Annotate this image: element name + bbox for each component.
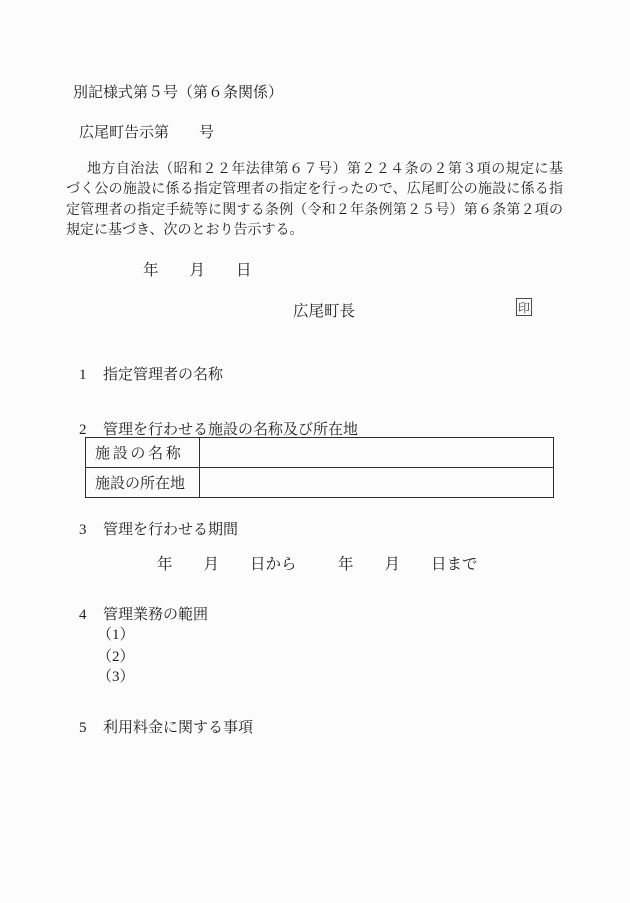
body-line: 地方自治法（昭和２２年法律第６７号）第２２４条の２第３項の規定に基 [87, 162, 563, 177]
facility-address-value [200, 468, 554, 498]
notice-body-paragraph [66, 160, 563, 241]
scope-item-3: （3） [97, 669, 135, 685]
section-3-title: 管理を行わせる期間 [103, 522, 239, 538]
body-line: 定管理者の指定手続等に関する条例（令和２年条例第２５号）第６条第２項の [66, 202, 563, 218]
facility-address-label: 施設の所在地 [86, 468, 200, 498]
facility-name-value [200, 438, 554, 468]
scope-item-2: （2） [97, 649, 135, 665]
period-from-blank: 年 月 日から [157, 556, 297, 573]
section-4-heading [79, 603, 208, 624]
mayor-signature-title: 広尾町長 [293, 303, 356, 320]
form-number-heading: 別記様式第５号（第６条関係） [73, 85, 284, 101]
section-3-number: 3 [79, 522, 87, 538]
facility-address-row [86, 468, 554, 498]
section-4-title: 管理業務の範囲 [103, 607, 209, 623]
period-to-blank: 年 月 日まで [338, 556, 478, 573]
section-4-number: 4 [79, 607, 87, 623]
section-5-title: 利用料金に関する事項 [103, 720, 254, 736]
facility-name-row [86, 438, 554, 468]
issue-date-blank: 年 月 日 [143, 262, 252, 279]
body-line: づく公の施設に係る指定管理者の指定を行ったので、広尾町公の施設に係る指 [66, 182, 563, 198]
seal-box [516, 298, 532, 316]
section-1-heading [79, 363, 223, 384]
section-1-number: 1 [79, 367, 87, 383]
section-2-heading [79, 418, 358, 439]
section-3-heading [79, 518, 238, 539]
facility-name-label: 施設の名称 [86, 438, 200, 468]
section-2-title: 管理を行わせる施設の名称及び所在地 [103, 422, 359, 438]
body-line: 規定に基づき、次のとおり告示する。 [66, 222, 304, 238]
scope-item-1: （1） [97, 627, 135, 643]
notice-number-line: 広尾町告示第 号 [79, 125, 215, 141]
section-5-heading [79, 716, 253, 737]
seal-character: 印 [517, 300, 530, 315]
section-2-number: 2 [79, 422, 87, 438]
facility-table [85, 437, 554, 498]
section-5-number: 5 [79, 720, 87, 736]
section-1-title: 指定管理者の名称 [103, 367, 224, 383]
